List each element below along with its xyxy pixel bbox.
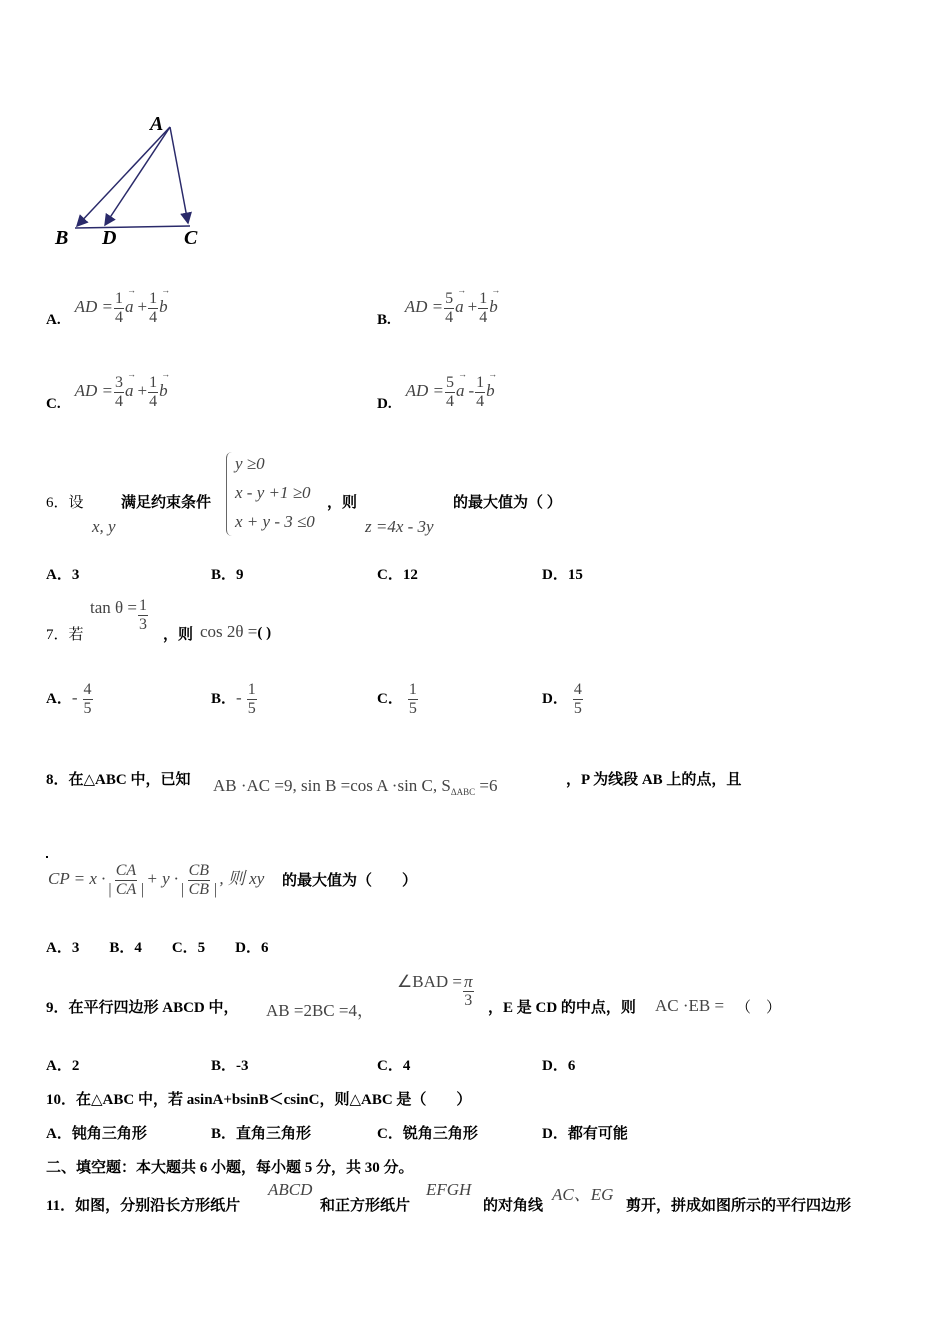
- num: π: [463, 971, 473, 991]
- num: 1: [139, 597, 147, 614]
- q9-paren: （ ）: [736, 1000, 782, 1016]
- den: 3: [464, 991, 473, 1009]
- constraint-1: y ≥0: [235, 454, 265, 473]
- option-label: D．: [542, 1126, 568, 1142]
- den: 4: [476, 393, 485, 410]
- q11-text: 剪开，拼成如图所示的平行四边形: [626, 1198, 852, 1214]
- num: 5: [445, 374, 454, 391]
- num: 1: [479, 290, 488, 307]
- num: 1: [114, 290, 123, 307]
- q6-option-c[interactable]: [377, 563, 418, 584]
- den: 5: [83, 700, 92, 717]
- q5-option-c[interactable]: [46, 374, 168, 413]
- vector-b: → b: [159, 381, 168, 401]
- formula: , 则 xy: [219, 869, 265, 889]
- vector-b: → b: [489, 297, 498, 317]
- q11-text: 的对角线: [483, 1198, 544, 1214]
- num: 4: [573, 681, 582, 698]
- q6-option-b[interactable]: [211, 563, 244, 584]
- vertex-c-label: C: [184, 227, 198, 249]
- q6-text: 满足约束条件: [121, 495, 212, 511]
- option-label: C．: [377, 567, 403, 583]
- q5-option-a[interactable]: [46, 290, 168, 329]
- formula: AD =: [74, 381, 113, 401]
- q6-text: 的最大值为（ ）: [453, 495, 562, 511]
- option-value: -3: [236, 1058, 249, 1074]
- option-value: 2: [71, 1058, 80, 1074]
- den: 5: [247, 700, 256, 717]
- q7-option-c[interactable]: [377, 681, 419, 718]
- q10-option-c[interactable]: [377, 1122, 478, 1143]
- option-value: 9: [236, 567, 244, 583]
- option-value: 4: [402, 1058, 411, 1074]
- vector-a: → a: [125, 381, 134, 401]
- option-value: 6: [567, 1058, 576, 1074]
- num: 1: [247, 681, 256, 698]
- option-value: 钝角三角形: [71, 1126, 147, 1142]
- formula: ∠BAD =: [397, 972, 462, 991]
- option-label: A.: [46, 312, 61, 329]
- q7-option-d[interactable]: [542, 681, 584, 718]
- den: | CB |: [180, 881, 218, 898]
- sign: -: [236, 688, 242, 708]
- option-label: B．: [211, 1126, 237, 1142]
- q10-option-b[interactable]: [211, 1122, 311, 1143]
- option-label: D．: [542, 691, 568, 708]
- option-value: 锐角三角形: [402, 1126, 478, 1142]
- num: CB: [188, 862, 210, 879]
- q8-options[interactable]: A．3 B．4 C．5 D．6: [46, 940, 269, 956]
- den: 4: [445, 393, 454, 410]
- q11-text: 和正方形纸片: [320, 1198, 411, 1214]
- option-value: 3: [71, 567, 80, 583]
- q11-math: AC、EG: [552, 1185, 614, 1204]
- operator: -: [468, 381, 475, 401]
- den: 3: [139, 616, 147, 633]
- q5-option-d[interactable]: [377, 374, 495, 413]
- q8-conditions: [213, 776, 498, 797]
- dot-mark: [46, 856, 48, 858]
- q9-option-d[interactable]: [542, 1054, 575, 1075]
- q11-math: ABCD: [268, 1180, 313, 1199]
- num: 3: [114, 374, 123, 391]
- vector-a: → a: [455, 297, 464, 317]
- q9-option-a[interactable]: [46, 1054, 79, 1075]
- q7-question: [200, 622, 271, 642]
- vector-b: → b: [486, 381, 495, 401]
- q10-option-d[interactable]: [542, 1122, 628, 1143]
- option-label: A．: [46, 567, 72, 583]
- option-label: C．: [377, 1126, 403, 1142]
- den: 4: [445, 309, 454, 326]
- q10-option-a[interactable]: [46, 1122, 147, 1143]
- q7-option-b[interactable]: [211, 681, 258, 718]
- option-value: 12: [402, 567, 418, 583]
- formula: CP = x ·: [48, 869, 106, 889]
- num: CA: [115, 862, 137, 879]
- q7-number: 7．若: [46, 627, 84, 643]
- q5-option-b[interactable]: [377, 290, 498, 329]
- q10-text: 10．在△ABC 中，若 asinA+bsinB＜csinC，则△ABC 是（ ）: [46, 1092, 472, 1108]
- option-label: A．: [46, 1126, 72, 1142]
- q9-option-c[interactable]: [377, 1054, 410, 1075]
- formula: + y ·: [146, 869, 179, 889]
- q9-angle: [397, 972, 475, 1010]
- num: 1: [408, 681, 417, 698]
- q11-text: 11．如图，分别沿长方形纸片: [46, 1198, 241, 1214]
- vertex-d-label: D: [102, 227, 117, 249]
- q6-objective: z =4x - 3y: [365, 517, 434, 536]
- option-value: 15: [567, 567, 583, 583]
- constraint-2: x - y +1 ≥0: [235, 483, 311, 502]
- option-label: C．: [377, 691, 403, 708]
- formula: AD =: [74, 297, 113, 317]
- q8-text: ，P 为线段 AB 上的点，且: [566, 772, 742, 788]
- tan-expr: tan θ =: [90, 598, 137, 618]
- num: 1: [149, 374, 158, 391]
- operator: +: [467, 297, 478, 317]
- q9-option-b[interactable]: [211, 1054, 249, 1075]
- option-label: B．: [211, 567, 237, 583]
- option-label: C.: [46, 396, 61, 413]
- vector-b: → b: [159, 297, 168, 317]
- option-label: D．: [542, 1058, 568, 1074]
- formula: =6: [475, 776, 498, 795]
- den: 4: [149, 393, 158, 410]
- den: 4: [479, 309, 488, 326]
- q11-math: EFGH: [426, 1180, 472, 1199]
- num: 5: [445, 290, 454, 307]
- triangle-figure: [50, 105, 220, 255]
- num: 1: [476, 374, 485, 391]
- option-value: 直角三角形: [236, 1126, 312, 1142]
- q6-number: 6．设: [46, 495, 84, 511]
- num: 4: [83, 681, 92, 698]
- q6-option-d[interactable]: [542, 563, 583, 584]
- option-label: A．: [46, 1058, 72, 1074]
- option-label: C．: [377, 1058, 403, 1074]
- q8-vector-eq: [48, 862, 264, 899]
- subscript: ΔABC: [450, 787, 476, 798]
- q9-text: ，E 是 CD 的中点，则: [488, 1000, 636, 1016]
- q9-formula: AB =2BC =4，: [266, 1001, 374, 1020]
- option-label: D．: [542, 567, 568, 583]
- option-label: B．: [211, 1058, 237, 1074]
- cos-expr: cos 2θ =: [200, 622, 258, 641]
- formula: AD =: [405, 381, 444, 401]
- operator: +: [137, 381, 148, 401]
- option-label: A．: [46, 691, 72, 708]
- q9-text: 9．在平行四边形 ABCD 中，: [46, 1000, 239, 1016]
- q7-condition: [90, 597, 149, 634]
- vector-a: → a: [456, 381, 465, 401]
- q6-vars: x, y: [92, 517, 116, 536]
- option-label: B.: [377, 312, 391, 329]
- den: 5: [408, 700, 417, 717]
- den: 5: [573, 700, 582, 717]
- q8-text: 的最大值为（ ）: [282, 873, 418, 889]
- num: 1: [149, 290, 158, 307]
- section-heading: 二、填空题：本大题共 6 小题，每小题 5 分，共 30 分。: [46, 1160, 414, 1176]
- vertex-a-label: A: [150, 113, 164, 135]
- formula: AD =: [404, 297, 444, 317]
- q9-formula: AC ·EB =: [655, 996, 725, 1015]
- vertex-b-label: B: [55, 227, 69, 249]
- q7-option-a[interactable]: [46, 681, 94, 718]
- formula: AB ·AC =9, sin B =cos A ·sin C, S: [213, 776, 451, 795]
- sign: -: [71, 688, 78, 708]
- q8-text: 8．在△ABC 中，已知: [46, 772, 191, 788]
- den: | CA |: [107, 881, 145, 898]
- q7-text: ，则: [163, 627, 194, 643]
- option-value: 都有可能: [567, 1126, 628, 1142]
- den: 4: [114, 309, 123, 326]
- option-label: B．: [211, 691, 237, 708]
- den: 4: [114, 393, 123, 410]
- q6-option-a[interactable]: [46, 563, 79, 584]
- option-label: D.: [377, 396, 392, 413]
- answer-paren: ( ): [257, 625, 272, 641]
- q6-text: ，则: [327, 495, 358, 511]
- operator: +: [137, 297, 148, 317]
- vector-a: → a: [125, 297, 134, 317]
- constraint-3: x + y - 3 ≤0: [235, 512, 315, 531]
- den: 4: [149, 309, 158, 326]
- constraint-brace: [226, 452, 233, 536]
